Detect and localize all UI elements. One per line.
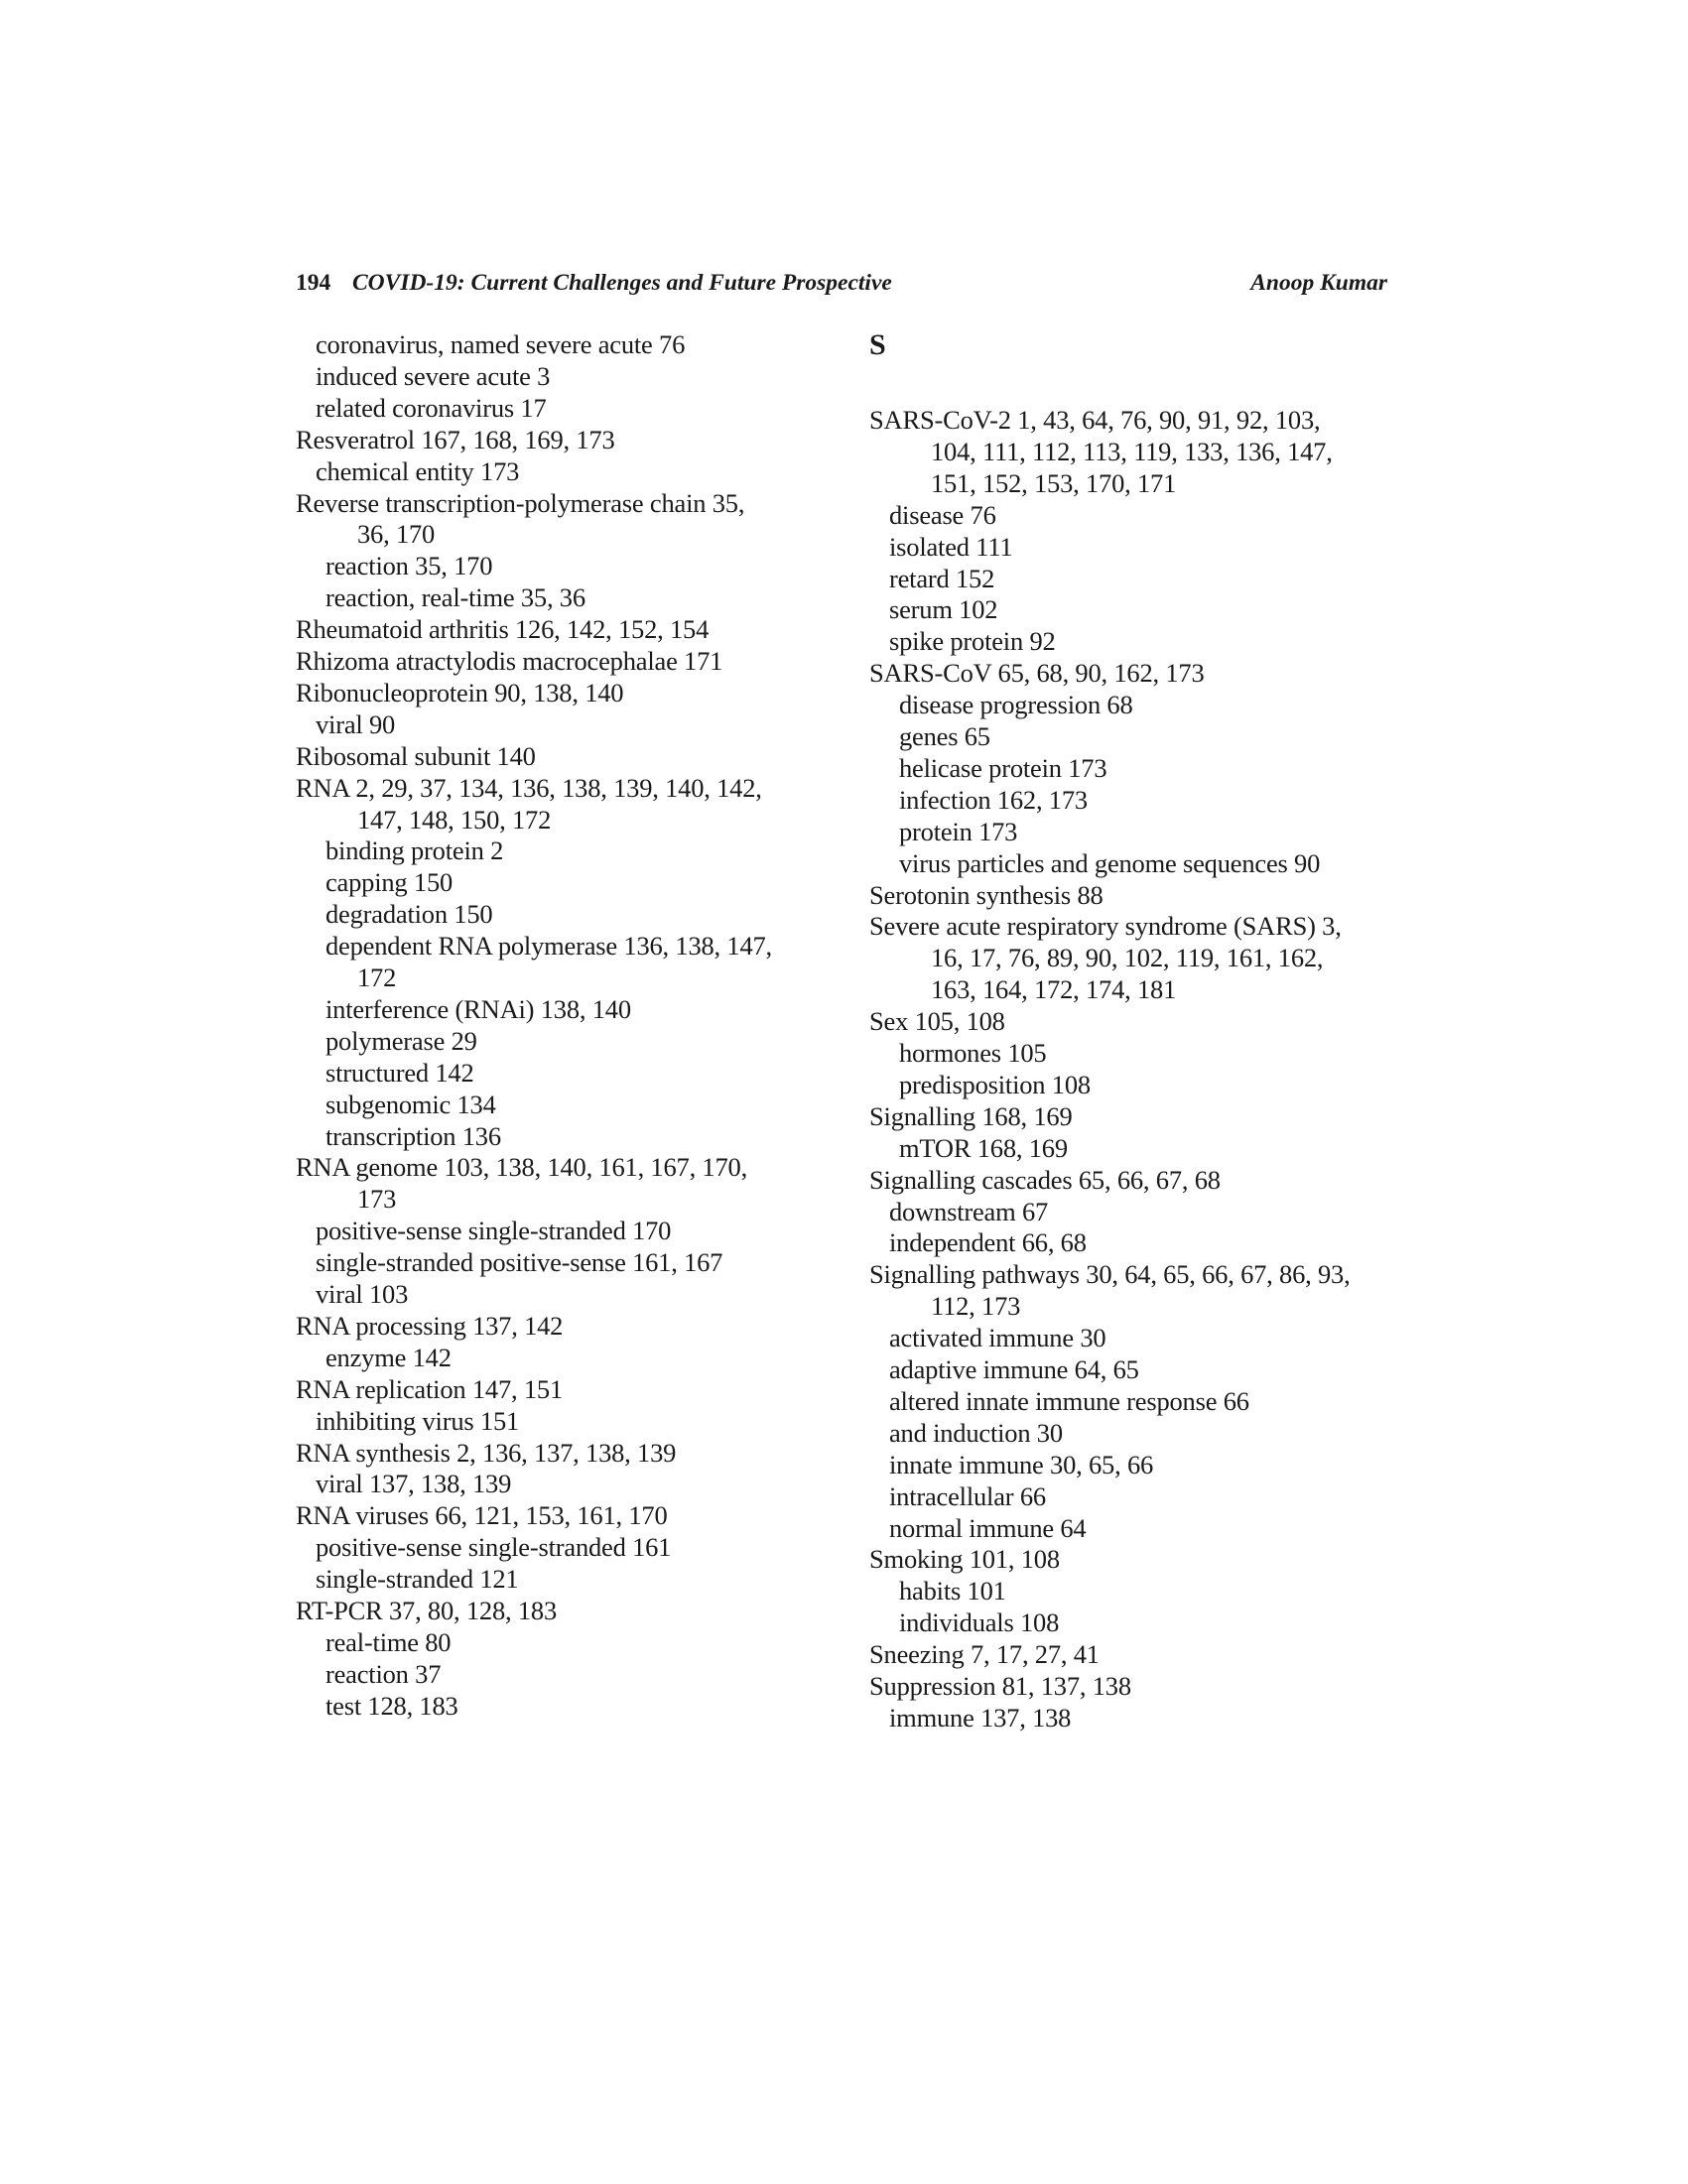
index-subentry: genes 65 xyxy=(899,721,990,751)
index-subentry: coronavirus, named severe acute 76 xyxy=(316,329,686,359)
book-title: COVID-19: Current Challenges and Future Prospective xyxy=(352,270,892,296)
index-subentry: dependent RNA polymerase 136, 138, 147, xyxy=(325,931,772,962)
index-subentry: positive-sense single-stranded 170 xyxy=(316,1216,672,1246)
index-entry: SARS-CoV-2 1, 43, 64, 76, 90, 91, 92, 103, xyxy=(869,405,1321,435)
index-subentry: chemical entity 173 xyxy=(316,455,520,486)
index-subentry: infection 162, 173 xyxy=(899,784,1088,815)
index-entry-continuation: 151, 152, 153, 170, 171 xyxy=(931,467,1177,498)
index-subentry: binding protein 2 xyxy=(325,835,504,866)
index-entry: Resveratrol 167, 168, 169, 173 xyxy=(296,424,615,454)
index-subentry: disease progression 68 xyxy=(899,690,1133,720)
index-subentry: reaction 37 xyxy=(325,1658,442,1689)
index-subentry: interference (RNAi) 138, 140 xyxy=(325,993,631,1024)
index-entry-continuation: 104, 111, 112, 113, 119, 133, 136, 147, xyxy=(931,436,1333,466)
index-subentry: related coronavirus 17 xyxy=(316,392,547,423)
index-entry: Suppression 81, 137, 138 xyxy=(869,1671,1131,1701)
index-subentry: and induction 30 xyxy=(889,1417,1063,1448)
page-number: 194 xyxy=(296,270,331,296)
index-entry: RNA 2, 29, 37, 134, 136, 138, 139, 140, 142, xyxy=(296,772,762,803)
index-subentry: predisposition 108 xyxy=(899,1069,1091,1099)
index-entry-continuation: 16, 17, 76, 89, 90, 102, 119, 161, 162, xyxy=(931,943,1324,973)
index-subentry: activated immune 30 xyxy=(889,1323,1106,1353)
running-header xyxy=(296,270,1387,310)
index-subentry: inhibiting virus 151 xyxy=(316,1405,520,1436)
index-subentry: disease 76 xyxy=(889,499,996,530)
index-entry: Signalling pathways 30, 64, 65, 66, 67, 86, 93, xyxy=(869,1259,1351,1290)
index-entry: Sneezing 7, 17, 27, 41 xyxy=(869,1639,1100,1670)
index-subentry: reaction, real-time 35, 36 xyxy=(325,582,585,613)
index-subentry: test 128, 183 xyxy=(325,1690,458,1721)
author-name: Anoop Kumar xyxy=(1250,270,1387,296)
index-subentry: enzyme 142 xyxy=(325,1342,452,1372)
index-subentry: reaction 35, 170 xyxy=(325,551,493,581)
index-subentry: intracellular 66 xyxy=(889,1480,1046,1511)
index-subentry: habits 101 xyxy=(899,1576,1006,1606)
index-entry-continuation: 163, 164, 172, 174, 181 xyxy=(931,974,1177,1005)
index-entry-continuation: 112, 173 xyxy=(931,1291,1021,1322)
index-entry: Rheumatoid arthritis 126, 142, 152, 154 xyxy=(296,614,710,645)
index-entry-continuation: 173 xyxy=(357,1184,397,1215)
index-subentry: individuals 108 xyxy=(899,1607,1060,1638)
index-subentry: structured 142 xyxy=(325,1057,474,1088)
index-entry: RNA processing 137, 142 xyxy=(296,1310,564,1341)
index-subentry: real-time 80 xyxy=(325,1626,452,1657)
index-subentry: isolated 111 xyxy=(889,531,1013,562)
index-subentry: spike protein 92 xyxy=(889,626,1056,657)
index-subentry: retard 152 xyxy=(889,563,995,593)
index-subentry: innate immune 30, 65, 66 xyxy=(889,1449,1154,1479)
index-subentry: subgenomic 134 xyxy=(325,1089,496,1119)
index-entry-continuation: 147, 148, 150, 172 xyxy=(357,804,552,835)
index-subentry: polymerase 29 xyxy=(325,1025,477,1056)
index-subentry: mTOR 168, 169 xyxy=(899,1132,1068,1163)
index-subentry: independent 66, 68 xyxy=(889,1227,1087,1258)
index-entry: Serotonin synthesis 88 xyxy=(869,879,1104,910)
index-entry: Severe acute respiratory syndrome (SARS) 3, xyxy=(869,911,1342,942)
index-entry-continuation: 172 xyxy=(357,963,397,992)
index-subentry: induced severe acute 3 xyxy=(316,360,551,391)
index-entry: RNA synthesis 2, 136, 137, 138, 139 xyxy=(296,1437,677,1468)
index-entry: Ribosomal subunit 140 xyxy=(296,740,536,771)
index-subentry: altered innate immune response 66 xyxy=(889,1385,1249,1416)
index-entry: SARS-CoV 65, 68, 90, 162, 173 xyxy=(869,658,1205,689)
index-entry: Sex 105, 108 xyxy=(869,1006,1005,1037)
index-subentry: capping 150 xyxy=(325,867,454,898)
index-subentry: single-stranded 121 xyxy=(316,1564,519,1595)
index-subentry: virus particles and genome sequences 90 xyxy=(899,847,1321,878)
index-subentry: viral 137, 138, 139 xyxy=(316,1469,512,1499)
index-subentry: viral 90 xyxy=(316,708,396,739)
index-subentry: transcription 136 xyxy=(325,1120,501,1151)
index-entry: Signalling 168, 169 xyxy=(869,1100,1073,1131)
index-subentry: normal immune 64 xyxy=(889,1512,1087,1543)
index-entry: RNA replication 147, 151 xyxy=(296,1373,563,1404)
index-entry: Smoking 101, 108 xyxy=(869,1544,1060,1575)
index-subentry: hormones 105 xyxy=(899,1038,1047,1068)
index-entry: Reverse transcription-polymerase chain 35, xyxy=(296,487,745,518)
index-entry: Rhizoma atractylodis macrocephalae 171 xyxy=(296,646,723,676)
index-subentry: adaptive immune 64, 65 xyxy=(889,1354,1139,1384)
index-subentry: downstream 67 xyxy=(889,1196,1049,1226)
index-entry: RNA viruses 66, 121, 153, 161, 170 xyxy=(296,1500,668,1531)
index-subentry: positive-sense single-stranded 161 xyxy=(316,1532,672,1563)
index-subentry: degradation 150 xyxy=(325,899,493,930)
index-entry: RNA genome 103, 138, 140, 161, 167, 170, xyxy=(296,1152,747,1183)
section-letter: S xyxy=(869,328,886,361)
index-subentry: immune 137, 138 xyxy=(889,1702,1072,1733)
index-subentry: single-stranded positive-sense 161, 167 xyxy=(316,1247,723,1278)
index-entry: Ribonucleoprotein 90, 138, 140 xyxy=(296,677,624,707)
index-subentry: helicase protein 173 xyxy=(899,752,1107,783)
index-entry: RT-PCR 37, 80, 128, 183 xyxy=(296,1596,558,1625)
index-subentry: viral 103 xyxy=(316,1279,409,1309)
index-subentry: serum 102 xyxy=(889,594,998,625)
index-subentry: protein 173 xyxy=(899,816,1018,846)
index-entry-continuation: 36, 170 xyxy=(357,519,436,550)
index-entry: Signalling cascades 65, 66, 67, 68 xyxy=(869,1164,1221,1195)
